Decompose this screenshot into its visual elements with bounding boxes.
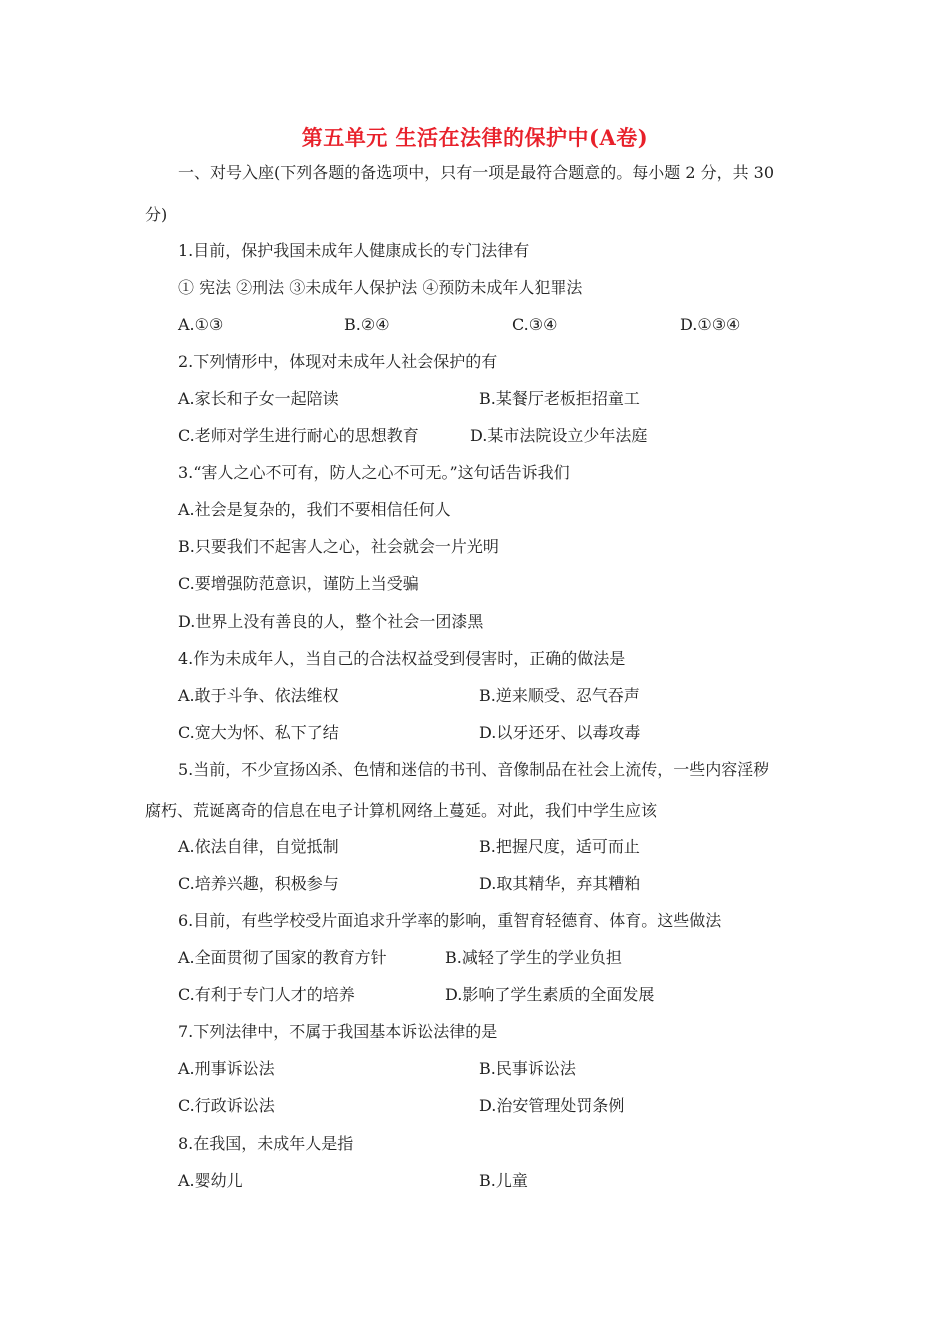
question-3-option-c: C.要增强防范意识，谨防上当受骗 bbox=[178, 574, 419, 593]
question-7-option-c: C.行政诉讼法 bbox=[178, 1096, 275, 1115]
question-1-option-d: D.①③④ bbox=[680, 315, 741, 334]
question-4-option-d: D.以牙还牙、以毒攻毒 bbox=[479, 723, 641, 742]
question-8-option-b: B.儿童 bbox=[479, 1171, 528, 1190]
question-6-option-d: D.影响了学生素质的全面发展 bbox=[445, 985, 655, 1004]
question-5-stem: 5.当前，不少宣扬凶杀、色情和迷信的书刊、音像制品在社会上流传，一些内容淫秽 bbox=[178, 760, 770, 779]
question-2-option-b: B.某餐厅老板拒招童工 bbox=[479, 389, 640, 408]
question-3-option-a: A.社会是复杂的，我们不要相信任何人 bbox=[178, 500, 451, 519]
question-2-option-c: C.老师对学生进行耐心的思想教育 bbox=[178, 426, 419, 445]
question-4-stem: 4.作为未成年人，当自己的合法权益受到侵害时，正确的做法是 bbox=[178, 649, 626, 668]
question-5-option-b: B.把握尺度，适可而止 bbox=[479, 837, 640, 856]
question-5-stem-cont: 腐朽、荒诞离奇的信息在电子计算机网络上蔓延。对此，我们中学生应该 bbox=[145, 801, 658, 820]
question-7-option-b: B.民事诉讼法 bbox=[479, 1059, 576, 1078]
question-4-option-c: C.宽大为怀、私下了结 bbox=[178, 723, 339, 742]
question-2-option-d: D.某市法院设立少年法庭 bbox=[470, 426, 648, 445]
question-4-option-b: B.逆来顺受、忍气吞声 bbox=[479, 686, 640, 705]
section-instruction-cont: 分) bbox=[145, 205, 168, 224]
question-1-items: ① 宪法 ②刑法 ③未成年人保护法 ④预防未成年人犯罪法 bbox=[178, 278, 583, 297]
question-8-stem: 8.在我国，未成年人是指 bbox=[178, 1134, 354, 1153]
question-7-option-a: A.刑事诉讼法 bbox=[178, 1059, 275, 1078]
question-5-option-d: D.取其精华，弃其糟粕 bbox=[479, 874, 641, 893]
question-6-option-b: B.减轻了学生的学业负担 bbox=[445, 948, 622, 967]
section-instruction: 一、对号入座(下列各题的备选项中，只有一项是最符合题意的。每小题 2 分，共 30 bbox=[178, 163, 775, 182]
question-6-stem: 6.目前，有些学校受片面追求升学率的影响，重智育轻德育、体育。这些做法 bbox=[178, 911, 722, 930]
question-2-stem: 2.下列情形中，体现对未成年人社会保护的有 bbox=[178, 352, 498, 371]
question-5-option-c: C.培养兴趣，积极参与 bbox=[178, 874, 339, 893]
question-3-stem: 3.“害人之心不可有，防人之心不可无。”这句话告诉我们 bbox=[178, 463, 570, 482]
question-3-option-b: B.只要我们不起害人之心，社会就会一片光明 bbox=[178, 537, 499, 556]
question-1-option-c: C.③④ bbox=[512, 315, 558, 334]
page-title: 第五单元 生活在法律的保护中(A卷) bbox=[301, 125, 649, 150]
question-7-option-d: D.治安管理处罚条例 bbox=[479, 1096, 625, 1115]
question-1-stem: 1.目前，保护我国未成年人健康成长的专门法律有 bbox=[178, 241, 530, 260]
question-8-option-a: A.婴幼儿 bbox=[178, 1171, 243, 1190]
question-1-option-b: B.②④ bbox=[344, 315, 390, 334]
question-5-option-a: A.依法自律，自觉抵制 bbox=[178, 837, 339, 856]
question-6-option-a: A.全面贯彻了国家的教育方针 bbox=[178, 948, 387, 967]
question-3-option-d: D.世界上没有善良的人，整个社会一团漆黑 bbox=[178, 612, 484, 631]
question-7-stem: 7.下列法律中，不属于我国基本诉讼法律的是 bbox=[178, 1022, 498, 1041]
question-6-option-c: C.有利于专门人才的培养 bbox=[178, 985, 355, 1004]
question-2-option-a: A.家长和子女一起陪读 bbox=[178, 389, 339, 408]
question-4-option-a: A.敢于斗争、依法维权 bbox=[178, 686, 339, 705]
question-1-option-a: A.①③ bbox=[178, 315, 224, 334]
